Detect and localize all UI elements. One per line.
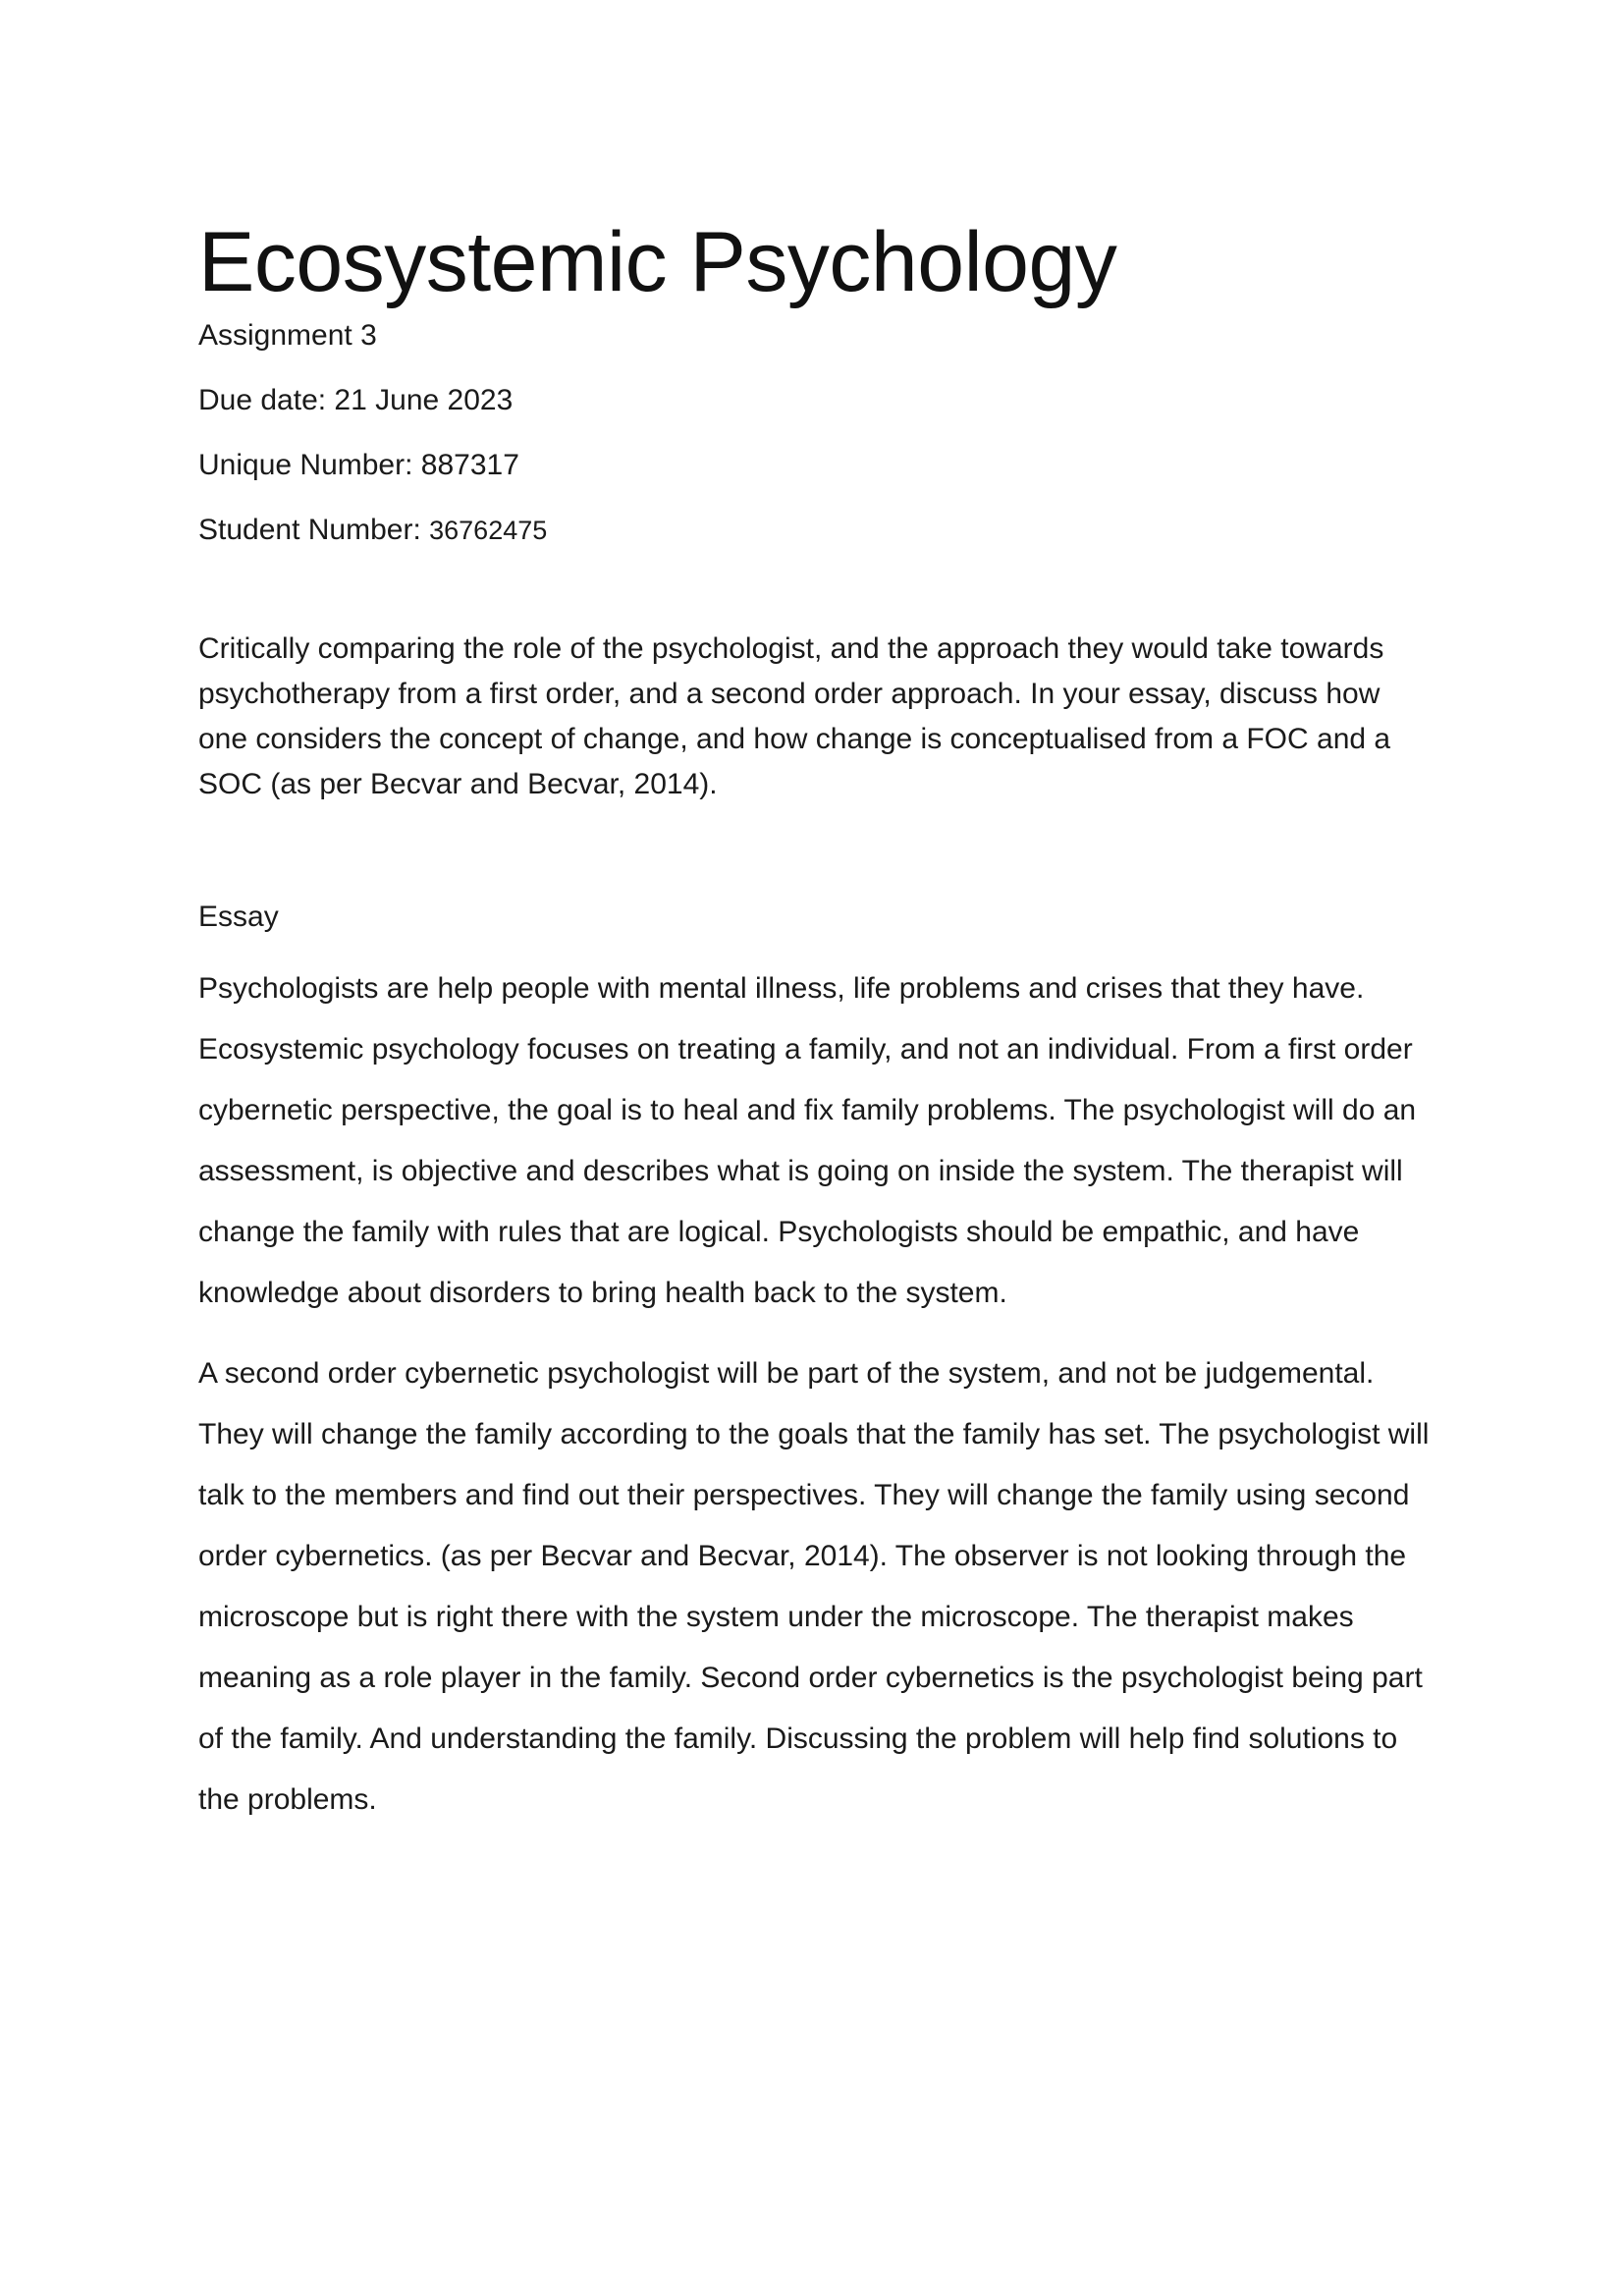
essay-paragraph: A second order cybernetic psychologist will be part of the system, and not be judgemental. They will change the family according to the goals that the family has set. The psychologist will talk to the members and find out their perspectives. They will change the family using second order cybernetics. (as per Becvar and Becvar, 2014). The observer is not looking through the microscope but is right there with the system under the microscope. The therapist makes meaning as a role player in the family. Second order cybernetics is the psychologist being part of the family. And understanding the family. Discussing the problem will help find solutions to the problems. bbox=[198, 1357, 1430, 1816]
student-number-value: 36762475 bbox=[429, 516, 548, 545]
prompt-text: Critically comparing the role of the psychologist, and the approach they would take towards psychotherapy from a first order, and a second order approach. In your essay, discuss how one considers the concept of change, and how change is conceptualised from a FOC and a SOC (as per Becvar and Becvar, 2014). bbox=[198, 632, 1391, 800]
due-date: Due date: 21 June 2023 bbox=[198, 384, 514, 416]
essay-paragraph: Psychologists are help people with mental illness, life problems and crises that they have. Ecosystemic psychology focuses on treating a family, and not an individual. From a first order cybernetic perspective, the goal is to heal and fix family problems. The psychologist will do an assessment, is objective and describes what is going on inside the system. The therapist will change the family with rules that are logical. Psychologists should be empathic, and have knowledge about disorders to bring health back to the system. bbox=[198, 972, 1417, 1309]
student-number bbox=[198, 511, 1435, 550]
assignment-prompt bbox=[198, 627, 1435, 807]
unique-number: Unique Number: 887317 bbox=[198, 449, 519, 481]
document-title: Ecosystemic Psychology bbox=[198, 215, 1117, 309]
student-number-label: Student Number: bbox=[198, 514, 430, 546]
assignment-label: Assignment 3 bbox=[198, 319, 377, 352]
essay-heading: Essay bbox=[198, 901, 279, 933]
document-content bbox=[198, 208, 1435, 1831]
